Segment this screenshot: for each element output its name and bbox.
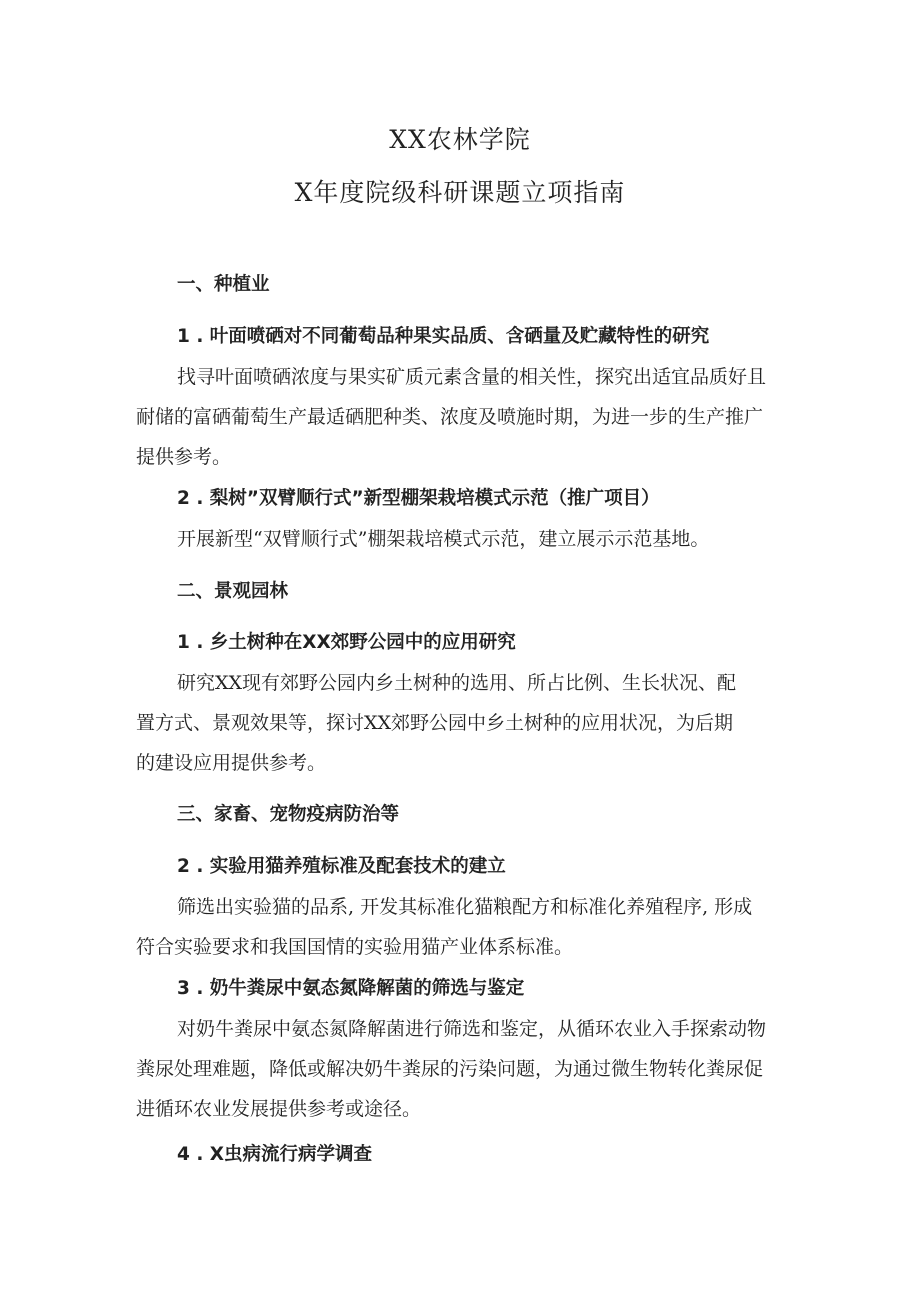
document-title-guide: X年度院级科研课题立项指南 bbox=[294, 178, 626, 207]
section-heading-livestock: 三、家畜、宠物疫病防治等 bbox=[177, 804, 400, 825]
item-title: 2 . 实验用猫养殖标准及配套技术的建立 bbox=[177, 856, 506, 877]
item-title: 2 . 梨树”双臂顺行式”新型棚架栽培模式示范（推广项目） bbox=[177, 488, 660, 509]
item-body-line: 粪尿处理难题，降低或解决奶牛粪尿的污染问题，为通过微生物转化粪尿促 bbox=[136, 1058, 764, 1080]
item-body-line: 置方式、景观效果等，探讨XX郊野公园中乡土树种的应用状况，为后期 bbox=[136, 712, 734, 734]
item-body-line: 的建设应用提供参考。 bbox=[136, 752, 327, 774]
section-heading-planting: 一、种植业 bbox=[177, 274, 270, 295]
section-heading-landscape: 二、景观园林 bbox=[177, 581, 289, 602]
item-body-line: 耐储的富硒葡萄生产最适硒肥种类、浓度及喷施时期，为进一步的生产推广 bbox=[136, 406, 764, 428]
item-body-line: 筛选出实验猫的品系, 开发其标准化猫粮配方和标准化养殖程序, 形成 bbox=[177, 896, 753, 918]
item-title: 3 . 奶牛粪尿中氨态氮降解菌的筛选与鉴定 bbox=[177, 978, 525, 999]
item-body-line: 进循环农业发展提供参考或途径。 bbox=[136, 1098, 422, 1120]
item-body-line: 找寻叶面喷硒浓度与果实矿质元素含量的相关性，探究出适宜品质好且 bbox=[177, 366, 767, 388]
item-title: 1 . 叶面喷硒对不同葡萄品种果实品质、含硒量及贮藏特性的研究 bbox=[177, 326, 710, 347]
item-body-line: 对奶牛粪尿中氨态氮降解菌进行筛选和鉴定，从循环农业入手探索动物 bbox=[177, 1018, 767, 1040]
item-body-line: 开展新型“双臂顺行式”棚架栽培模式示范，建立展示示范基地。 bbox=[177, 528, 710, 550]
document-title-institution: XX农林学院 bbox=[389, 125, 531, 154]
item-body-line: 符合实验要求和我国国情的实验用猫产业体系标准。 bbox=[136, 936, 574, 958]
item-body-line: 研究XX现有郊野公园内乡土树种的选用、所占比例、生长状况、配 bbox=[177, 672, 737, 694]
item-body-line: 提供参考。 bbox=[136, 446, 232, 468]
item-title: 1 . 乡土树种在XX郊野公园中的应用研究 bbox=[177, 632, 516, 653]
item-title: 4 . X虫病流行病学调查 bbox=[177, 1144, 373, 1165]
